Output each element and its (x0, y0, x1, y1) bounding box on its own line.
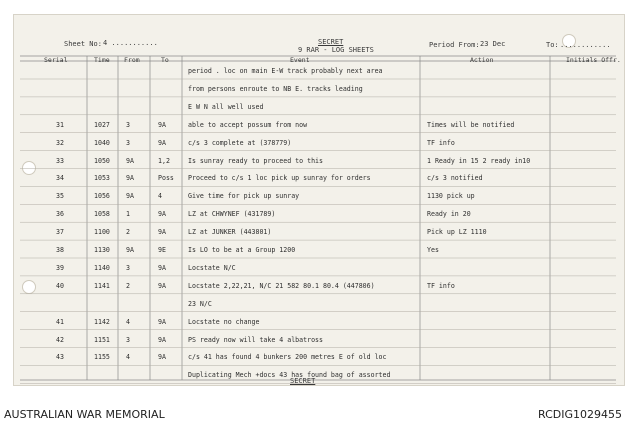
row-time: 1056 (94, 192, 110, 201)
column-header-event: Event (290, 56, 310, 64)
row-to: 9A (158, 138, 166, 147)
row-time: 1140 (94, 263, 110, 272)
row-event: Give time for pick up sunray (188, 192, 300, 201)
row-time: 1100 (94, 228, 110, 237)
row-action: Ready in 20 (427, 210, 471, 219)
unit-title: 9 RAR - LOG SHEETS (298, 46, 374, 54)
row-event: Is sunray ready to proceed to this (188, 156, 323, 165)
row-event: Locstate 2,22,21, N/C 21 582 80.1 80.4 (447806) (188, 281, 375, 290)
column-header-initials: Initials Offr. (566, 56, 621, 64)
row-time: 1050 (94, 156, 110, 165)
row-to: 9A (158, 335, 166, 344)
row-serial: 35 (56, 192, 64, 201)
row-event: 23 N/C (188, 299, 212, 308)
row-time: 1142 (94, 317, 110, 326)
row-serial: 32 (56, 138, 64, 147)
archive-reference: RCDIG1029455 (538, 408, 623, 421)
security-stamp-bottom: SECRET (290, 377, 316, 385)
row-event: Proceed to c/s 1 loc pick up sunray for orders (188, 174, 371, 183)
row-action: Times will be notified (427, 120, 515, 129)
row-from: 9A (126, 246, 134, 254)
row-event: from persons enroute to NB E. tracks leading (188, 84, 363, 93)
row-time: 1141 (94, 281, 110, 290)
row-action: c/s 3 notified (427, 174, 483, 183)
row-to: 9A (158, 228, 166, 237)
row-serial: 43 (56, 353, 64, 362)
row-to: 9A (158, 353, 166, 362)
row-event: Duplicating Mech +docs 43 has found bag of assorted (188, 371, 391, 380)
column-header-to: To (161, 56, 169, 64)
row-serial: 31 (56, 120, 64, 129)
column-header-action: Action (470, 56, 494, 64)
row-event: period . loc on main E-W track probably next area (188, 67, 383, 75)
row-from: 4 (126, 353, 130, 362)
row-to: 9A (158, 210, 166, 219)
row-action: Pick up LZ 1110 (427, 228, 487, 237)
row-serial: 38 (56, 246, 64, 254)
period-to-dots: ............ (560, 41, 611, 49)
security-stamp-top: SECRET (318, 38, 344, 46)
row-from: 2 (126, 228, 130, 237)
row-event: LZ at CHWYNEF (431789) (188, 210, 276, 219)
row-to: 9A (158, 281, 166, 290)
row-time: 1130 (94, 246, 110, 254)
row-event: PS ready now will take 4 albatross (188, 335, 323, 344)
row-from: 3 (126, 335, 130, 344)
row-serial: 41 (56, 317, 64, 326)
row-serial: 40 (56, 281, 64, 290)
row-action: 1130 pick up (427, 192, 475, 201)
sheet-number-label: Sheet No: (64, 40, 102, 48)
row-event: E W N all well used (188, 102, 264, 111)
row-event: Is LO to be at a Group 1200 (188, 246, 296, 254)
row-event: c/s 41 has found 4 bunkers 200 metres E of old loc (188, 353, 387, 362)
row-action: Yes (427, 246, 439, 254)
row-time: 1155 (94, 353, 110, 362)
period-from-value: 23 Dec (480, 40, 506, 48)
row-from: 3 (126, 120, 130, 129)
row-to: 9A (158, 120, 166, 129)
row-to: 4 (158, 192, 162, 201)
row-time: 1151 (94, 335, 110, 344)
row-to: 9A (158, 263, 166, 272)
row-time: 1040 (94, 138, 110, 147)
column-header-time: Time (94, 56, 110, 64)
row-serial: 37 (56, 228, 64, 237)
row-serial: 36 (56, 210, 64, 219)
column-header-serial: Serial (44, 56, 68, 64)
row-action: 1 Ready in 15 2 ready in10 (427, 156, 531, 165)
sheet-number-value: 4 ........... (103, 39, 158, 47)
period-to-label: To: (546, 41, 559, 49)
row-from: 3 (126, 263, 130, 272)
row-serial: 34 (56, 174, 64, 183)
row-to: 1,2 (158, 156, 170, 165)
row-to: 9A (158, 317, 166, 326)
row-from: 3 (126, 138, 130, 147)
row-action: TF info (427, 281, 455, 290)
column-header-from: From (124, 56, 140, 64)
row-event: Locstate N/C (188, 263, 236, 272)
row-action: TF info (427, 138, 455, 147)
row-serial: 39 (56, 263, 64, 272)
row-serial: 42 (56, 335, 64, 344)
row-from: 1 (126, 210, 130, 219)
archive-credit: AUSTRALIAN WAR MEMORIAL (4, 408, 165, 421)
row-event: LZ at JUNKER (443801) (188, 228, 272, 237)
row-time: 1027 (94, 120, 110, 129)
row-from: 4 (126, 317, 130, 326)
row-from: 2 (126, 281, 130, 290)
row-from: 9A (126, 156, 134, 165)
row-from: 9A (126, 174, 134, 183)
row-serial: 33 (56, 156, 64, 165)
period-from-label: Period From: (429, 41, 480, 49)
row-to: 9E (158, 246, 166, 254)
row-event: c/s 3 complete at (378779) (188, 138, 292, 147)
row-from: 9A (126, 192, 134, 201)
row-to: Poss (158, 174, 174, 183)
row-event: Locstate no change (188, 317, 260, 326)
row-event: able to accept possum from now (188, 120, 308, 129)
row-time: 1053 (94, 174, 110, 183)
row-time: 1058 (94, 210, 110, 219)
